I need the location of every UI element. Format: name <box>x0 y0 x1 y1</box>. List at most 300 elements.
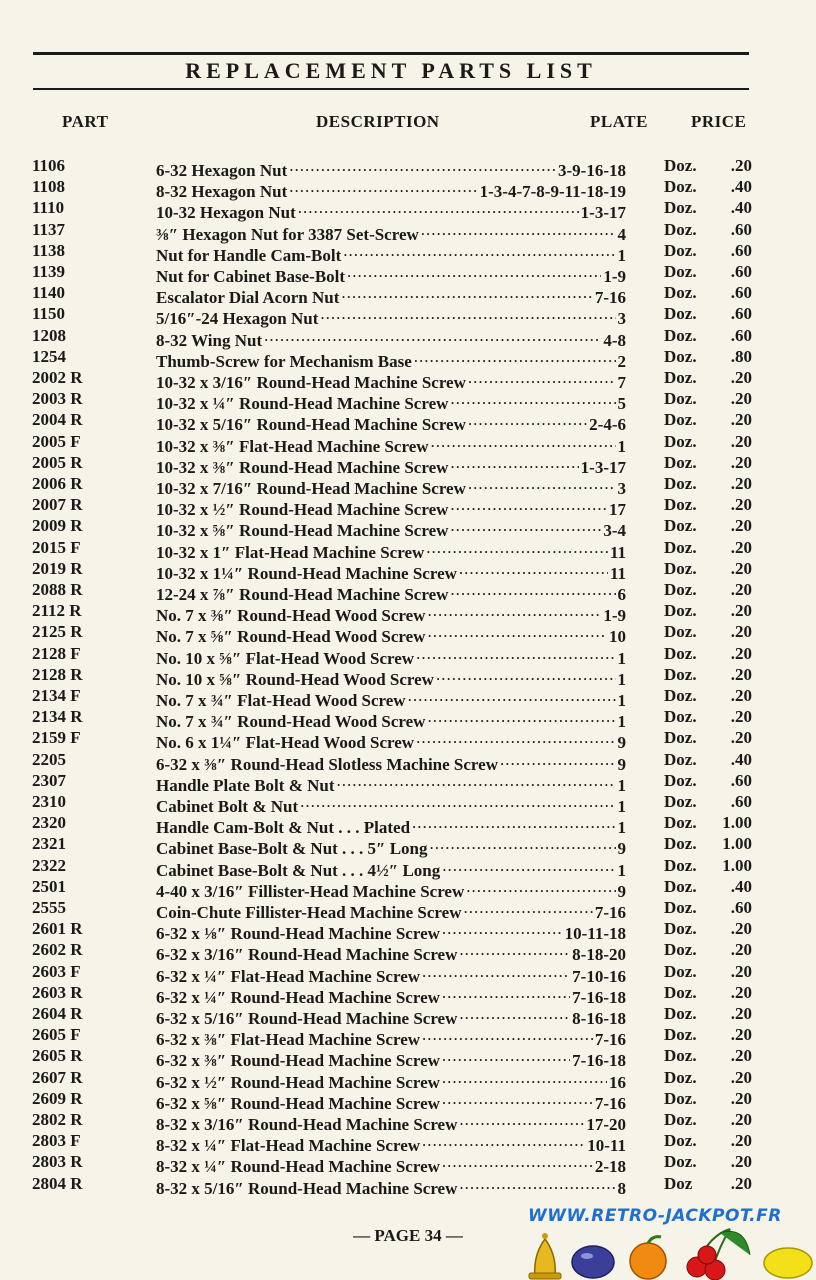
price: .20 <box>730 707 752 727</box>
unit: Doz. <box>664 601 697 621</box>
top-rule <box>33 52 749 55</box>
part-description: Thumb-Screw for Mechanism Base <box>156 351 412 371</box>
plate-number: 2-4-6 <box>589 415 626 435</box>
part-description: Cabinet Base-Bolt & Nut . . . 4½″ Long <box>156 860 441 880</box>
dot-leader <box>422 961 570 982</box>
price: .60 <box>730 304 752 324</box>
dot-leader <box>450 515 601 536</box>
part-number: 2004 R <box>32 410 83 430</box>
part-description: No. 7 x ⅝″ Round-Head Wood Screw <box>156 627 426 647</box>
part-number: 2609 R <box>32 1088 83 1108</box>
part-description: 10-32 x ⅜″ Round-Head Machine Screw <box>156 457 449 477</box>
lemon-icon <box>764 1248 812 1278</box>
table-row <box>0 643 816 668</box>
part-description: 6-32 x ¼″ Round-Head Machine Screw <box>156 987 440 1007</box>
price: .20 <box>730 622 752 642</box>
price: .60 <box>730 219 752 239</box>
part-description: 10-32 x 1″ Flat-Head Machine Screw <box>156 542 425 562</box>
dot-leader <box>343 240 615 261</box>
price: .60 <box>730 262 752 281</box>
plate-number: 4 <box>617 224 626 244</box>
table-row <box>0 197 816 223</box>
dot-leader <box>450 494 607 515</box>
plate-number: 9 <box>617 733 626 753</box>
part-number: 2002 R <box>32 368 83 387</box>
table-row <box>0 367 816 392</box>
dot-leader <box>320 303 615 324</box>
plate-number: 7-16 <box>594 1030 626 1050</box>
plate-number: 1 <box>617 818 626 838</box>
dot-leader <box>464 897 593 918</box>
table-row <box>0 812 816 838</box>
part-description: Nut for Cabinet Base-Bolt <box>156 267 346 286</box>
price: .60 <box>730 792 752 811</box>
bell-icon <box>529 1233 561 1279</box>
unit: Doz. <box>664 622 697 642</box>
dot-leader <box>430 833 616 854</box>
unit: Doz. <box>664 156 697 175</box>
plate-number: 9 <box>617 754 626 774</box>
description-cell <box>156 1173 626 1199</box>
part-number: 2803 F <box>32 1131 81 1151</box>
table-row <box>0 219 816 244</box>
part-number: 2605 R <box>32 1046 83 1066</box>
part-description: 6-32 x 3/16″ Round-Head Machine Screw <box>156 945 458 965</box>
plate-number: 17 <box>609 500 626 520</box>
unit: Doz. <box>664 516 697 536</box>
part-number: 2310 <box>32 792 66 811</box>
part-number: 2015 F <box>32 537 81 557</box>
price: .60 <box>730 240 752 260</box>
unit: Doz. <box>664 686 697 705</box>
part-number: 2007 R <box>32 495 83 515</box>
dot-leader <box>422 1024 593 1045</box>
part-number: 2112 R <box>32 601 82 621</box>
unit: Doz. <box>664 580 697 599</box>
part-description: 6-32 x ½″ Round-Head Machine Screw <box>156 1072 440 1092</box>
plate-number: 11 <box>609 542 626 562</box>
part-number: 2009 R <box>32 516 83 536</box>
part-description: 10-32 x ¼″ Round-Head Machine Screw <box>156 394 449 414</box>
dot-leader <box>468 473 616 494</box>
dot-leader <box>442 1067 607 1088</box>
plate-number: 1 <box>617 436 626 456</box>
part-description: 6-32 x ⅜″ Round-Head Slotless Machine Screw <box>156 754 498 774</box>
dot-leader <box>436 664 616 685</box>
plate-number: 7-16 <box>594 1093 626 1113</box>
unit: Doz. <box>664 855 697 875</box>
dot-leader <box>442 918 563 939</box>
part-number: 2804 R <box>32 1173 83 1193</box>
part-description: 10-32 x ⅝″ Round-Head Machine Screw <box>156 521 449 541</box>
table-row <box>0 1045 816 1071</box>
unit: Doz. <box>664 876 697 896</box>
unit: Doz. <box>664 940 697 960</box>
part-number: 2603 F <box>32 961 81 981</box>
part-description: No. 10 x ⅝″ Flat-Head Wood Screw <box>156 648 415 668</box>
part-description: 10-32 Hexagon Nut <box>156 203 296 223</box>
part-number: 2321 <box>32 834 66 854</box>
price: .20 <box>730 643 752 663</box>
price: .40 <box>730 177 752 197</box>
column-header-price: PRICE <box>691 112 747 131</box>
table-row <box>0 388 816 414</box>
dot-leader <box>468 409 587 430</box>
part-number: 2555 <box>32 898 66 917</box>
part-number: 2003 R <box>32 389 83 409</box>
table-row <box>0 961 816 986</box>
price: .20 <box>730 1131 752 1151</box>
table-row <box>0 261 816 286</box>
part-description: 10-32 x ½″ Round-Head Machine Screw <box>156 500 449 520</box>
table-row <box>0 155 816 180</box>
part-description: 10-32 x 3/16″ Round-Head Machine Screw <box>156 373 466 392</box>
dot-leader <box>442 855 615 876</box>
dot-leader <box>289 176 477 197</box>
part-description: 8-32 x 3/16″ Round-Head Machine Screw <box>156 1115 458 1134</box>
dot-leader <box>298 197 579 218</box>
dot-leader <box>431 431 616 452</box>
dot-leader <box>459 1109 584 1130</box>
table-row <box>0 473 816 498</box>
plate-number: 17-20 <box>586 1115 626 1134</box>
dot-leader <box>337 770 616 791</box>
price: .20 <box>730 452 752 472</box>
unit: Doz. <box>664 304 697 324</box>
dot-leader <box>442 1045 570 1066</box>
unit: Doz. <box>664 325 697 345</box>
part-number: 1138 <box>32 240 66 260</box>
unit: Doz. <box>664 474 697 493</box>
price: .80 <box>730 346 752 366</box>
part-number: 1140 <box>32 283 66 303</box>
column-header-plate: PLATE <box>590 112 648 131</box>
table-row <box>0 1003 816 1028</box>
dot-leader <box>459 1173 615 1194</box>
table-row <box>0 409 816 435</box>
price: .20 <box>730 368 752 387</box>
unit: Doz. <box>664 1067 697 1087</box>
plate-number: 7-16 <box>594 903 626 922</box>
plate-number: 6 <box>617 585 626 604</box>
part-number: 1106 <box>32 156 66 175</box>
price: .20 <box>730 1067 752 1087</box>
dot-leader <box>289 155 556 176</box>
part-number: 1137 <box>32 219 66 239</box>
plate-number: 1 <box>617 669 626 689</box>
unit: Doz. <box>664 262 697 281</box>
dot-leader <box>422 1130 585 1151</box>
part-number: 2602 R <box>32 940 83 960</box>
unit: Doz. <box>664 643 697 663</box>
part-description: 6-32 x ⅝″ Round-Head Machine Screw <box>156 1093 440 1113</box>
part-description: ⅜″ Hexagon Nut for 3387 Set-Screw <box>156 224 419 244</box>
orange-icon <box>630 1237 666 1279</box>
table-row <box>0 537 816 562</box>
table-row <box>0 876 816 901</box>
plate-number: 1 <box>617 797 626 816</box>
price: .20 <box>730 601 752 621</box>
plate-number: 1 <box>617 712 626 732</box>
unit: Doz. <box>664 898 697 917</box>
table-row <box>0 982 816 1007</box>
price: .20 <box>730 686 752 705</box>
table-row <box>0 727 816 753</box>
unit: Doz. <box>664 219 697 239</box>
part-description: 10-32 x 7/16″ Round-Head Machine Screw <box>156 479 466 498</box>
table-row <box>0 939 816 965</box>
price: .20 <box>730 474 752 493</box>
plate-number: 1 <box>617 860 626 880</box>
part-number: 1110 <box>32 198 65 218</box>
part-number: 1139 <box>32 262 66 281</box>
part-number: 2322 <box>32 855 66 875</box>
part-description: Nut for Handle Cam-Bolt <box>156 245 342 265</box>
unit: Doz. <box>664 495 697 515</box>
part-number: 2501 <box>32 876 66 896</box>
dot-leader <box>450 579 615 600</box>
table-row <box>0 600 816 626</box>
watermark-link[interactable]: WWW.RETRO-JACKPOT.FR <box>528 1206 782 1226</box>
unit: Doz. <box>664 198 697 218</box>
unit: Doz. <box>664 749 697 769</box>
part-number: 2604 R <box>32 1004 83 1023</box>
price: .60 <box>730 898 752 917</box>
unit: Doz. <box>664 707 697 727</box>
part-number: 2601 R <box>32 919 83 939</box>
plate-number: 1-3-17 <box>580 457 626 477</box>
price: .20 <box>730 1004 752 1023</box>
unit: Doz. <box>664 1152 697 1172</box>
plate-number: 3 <box>617 309 626 329</box>
title-underline <box>33 88 749 90</box>
table-row <box>0 452 816 477</box>
part-number: 2125 R <box>32 622 83 642</box>
dot-leader <box>264 325 601 346</box>
price: .20 <box>730 982 752 1002</box>
price: 1.00 <box>722 855 752 875</box>
price: .20 <box>730 728 752 748</box>
dot-leader <box>468 367 616 388</box>
table-row <box>0 431 816 456</box>
dot-leader <box>300 791 615 812</box>
page-number: — PAGE 34 — <box>353 1226 463 1245</box>
dot-leader <box>416 727 615 748</box>
unit: Doz. <box>664 728 697 748</box>
part-description: 8-32 Hexagon Nut <box>156 182 288 202</box>
dot-leader <box>408 685 616 706</box>
price: .20 <box>730 516 752 536</box>
part-number: 2159 F <box>32 728 81 748</box>
plate-number: 10-11-18 <box>564 924 626 944</box>
price: .20 <box>730 410 752 430</box>
dot-leader <box>347 261 601 282</box>
plate-number: 1-9 <box>603 267 626 286</box>
unit: Doz. <box>664 792 697 811</box>
part-description: No. 7 x ¾″ Flat-Head Wood Screw <box>156 691 406 710</box>
part-description: No. 7 x ⅜″ Round-Head Wood Screw <box>156 606 426 626</box>
part-number: 2088 R <box>32 580 83 599</box>
part-description: 5/16″-24 Hexagon Nut <box>156 309 319 329</box>
dot-leader <box>416 643 615 664</box>
unit: Doz. <box>664 1088 697 1108</box>
plate-number: 5 <box>617 394 626 414</box>
price: .60 <box>730 283 752 303</box>
table-row <box>0 897 816 922</box>
table-row <box>0 325 816 350</box>
plate-number: 11 <box>609 563 626 583</box>
unit: Doz. <box>664 283 697 303</box>
table-row <box>0 240 816 265</box>
table-row <box>0 1088 816 1113</box>
unit: Doz. <box>664 1025 697 1045</box>
plate-number: 4-8 <box>603 330 626 350</box>
part-description: No. 10 x ⅝″ Round-Head Wood Screw <box>156 669 434 689</box>
part-description: Coin-Chute Fillister-Head Machine Screw <box>156 903 462 922</box>
price: 1.00 <box>722 834 752 854</box>
part-number: 2802 R <box>32 1110 83 1129</box>
price: .20 <box>730 961 752 981</box>
part-number: 2006 R <box>32 474 83 493</box>
table-row <box>0 1151 816 1177</box>
part-description: 8-32 x ¼″ Flat-Head Machine Screw <box>156 1136 421 1156</box>
table-row <box>0 1173 816 1198</box>
dot-leader <box>427 621 607 642</box>
price: .20 <box>730 558 752 578</box>
dot-leader <box>466 876 615 897</box>
price: .40 <box>730 749 752 769</box>
part-description: 6-32 x ⅜″ Round-Head Machine Screw <box>156 1051 440 1071</box>
part-number: 1208 <box>32 325 66 345</box>
dot-leader <box>426 537 608 558</box>
plate-number: 1-3-4-7-8-9-11-18-19 <box>479 182 626 202</box>
unit: Doz. <box>664 1110 697 1129</box>
table-row <box>0 558 816 583</box>
part-number: 1254 <box>32 346 66 366</box>
table-row <box>0 1130 816 1156</box>
part-number: 2205 <box>32 749 66 769</box>
unit: Doz. <box>664 982 697 1002</box>
part-description: Handle Cam-Bolt & Nut . . . Plated <box>156 818 411 838</box>
part-description: 8-32 Wing Nut <box>156 330 263 350</box>
price: .20 <box>730 537 752 557</box>
unit: Doz <box>664 1173 693 1193</box>
part-description: Cabinet Bolt & Nut <box>156 797 299 816</box>
slot-fruit-icons <box>515 1225 815 1280</box>
plate-number: 1-3-17 <box>580 203 626 223</box>
price: .20 <box>730 495 752 515</box>
plate-number: 9 <box>617 839 626 859</box>
table-row <box>0 579 816 604</box>
table-row <box>0 282 816 308</box>
plate-number: 1 <box>617 775 626 795</box>
dot-leader <box>442 982 570 1003</box>
unit: Doz. <box>664 813 697 833</box>
unit: Doz. <box>664 1046 697 1066</box>
unit: Doz. <box>664 368 697 387</box>
table-row <box>0 833 816 859</box>
part-number: 2128 R <box>32 664 83 684</box>
part-number: 2307 <box>32 770 66 790</box>
price: .40 <box>730 876 752 896</box>
table-row <box>0 664 816 689</box>
part-description: No. 6 x 1¼″ Flat-Head Wood Screw <box>156 733 415 753</box>
plate-number: 7-16-18 <box>572 987 626 1007</box>
part-description: 4-40 x 3/16″ Fillister-Head Machine Screw <box>156 881 465 901</box>
part-number: 2320 <box>32 813 66 833</box>
dot-leader <box>450 452 578 473</box>
part-number: 2005 R <box>32 452 83 472</box>
table-row <box>0 1067 816 1092</box>
plate-number: 9 <box>617 881 626 901</box>
unit: Doz. <box>664 1004 697 1023</box>
plate-number: 7-16-18 <box>572 1051 626 1071</box>
part-number: 2603 R <box>32 982 83 1002</box>
table-row <box>0 176 816 202</box>
part-number: 2605 F <box>32 1025 81 1045</box>
dot-leader <box>500 749 616 770</box>
plate-number: 3-9-16-18 <box>558 161 626 180</box>
unit: Doz. <box>664 177 697 197</box>
dot-leader <box>421 219 616 240</box>
plate-number: 7-10-16 <box>572 966 626 986</box>
page-title: REPLACEMENT PARTS LIST <box>185 58 597 83</box>
dot-leader <box>442 1088 593 1109</box>
part-description: 10-32 x ⅜″ Flat-Head Machine Screw <box>156 436 429 456</box>
part-description: 8-32 x 5/16″ Round-Head Machine Screw <box>156 1178 458 1198</box>
price: .20 <box>730 1046 752 1066</box>
part-number: 2005 F <box>32 431 81 451</box>
dot-leader <box>414 346 616 367</box>
dot-leader <box>442 1151 593 1172</box>
table-row <box>0 749 816 774</box>
table-row <box>0 494 816 520</box>
part-description: Escalator Dial Acorn Nut <box>156 288 340 308</box>
table-row <box>0 621 816 647</box>
plate-number: 7 <box>617 373 626 392</box>
price: .20 <box>730 389 752 409</box>
part-description: 6-32 x ⅛″ Round-Head Machine Screw <box>156 924 440 944</box>
part-description: 6-32 x ⅜″ Flat-Head Machine Screw <box>156 1030 421 1050</box>
plate-number: 1 <box>617 245 626 265</box>
column-header-description: DESCRIPTION <box>316 112 440 131</box>
part-number: 2607 R <box>32 1067 83 1087</box>
plate-number: 3 <box>617 479 626 498</box>
part-number: 2803 R <box>32 1152 83 1172</box>
part-description: 6-32 x 5/16″ Round-Head Machine Screw <box>156 1009 458 1028</box>
plate-number: 2-18 <box>594 1157 626 1177</box>
table-row <box>0 685 816 710</box>
table-row <box>0 770 816 795</box>
dot-leader <box>459 1003 570 1024</box>
cherries-icon <box>687 1229 750 1280</box>
price: .20 <box>730 1173 752 1193</box>
table-row <box>0 1109 816 1134</box>
table-row <box>0 346 816 371</box>
part-description: 10-32 x 5/16″ Round-Head Machine Screw <box>156 415 466 435</box>
dot-leader <box>450 388 615 409</box>
unit: Doz. <box>664 834 697 854</box>
price: .20 <box>730 940 752 960</box>
plate-number: 16 <box>609 1072 626 1092</box>
unit: Doz. <box>664 664 697 684</box>
unit: Doz. <box>664 452 697 472</box>
plate-number: 3-4 <box>603 521 626 541</box>
unit: Doz. <box>664 961 697 981</box>
price: .60 <box>730 770 752 790</box>
unit: Doz. <box>664 919 697 939</box>
plum-icon <box>572 1246 614 1278</box>
